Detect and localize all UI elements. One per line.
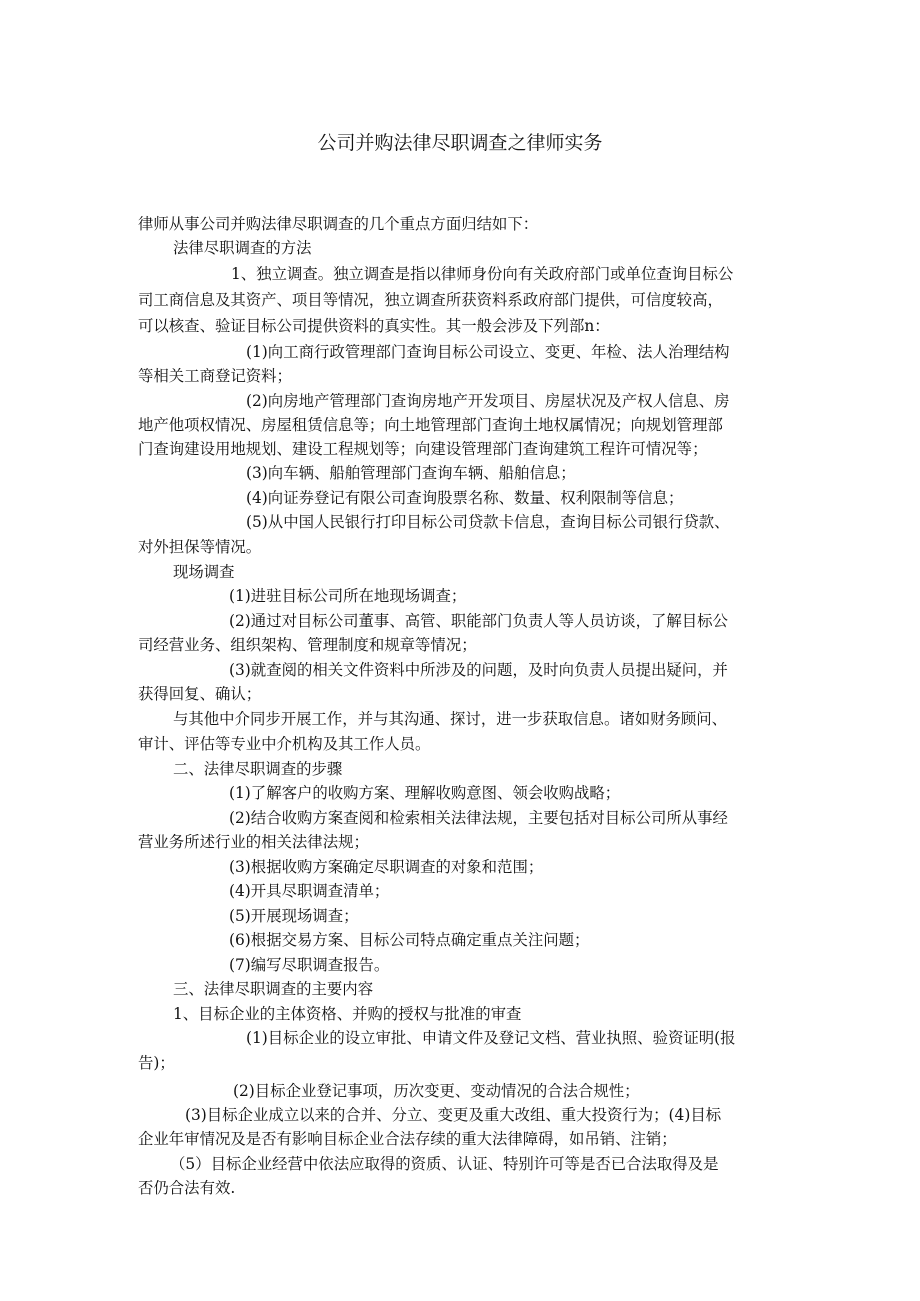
paragraph-line: (3)就查阅的相关文件资料中所涉及的问题，及时向负责人员提出疑问，并 — [229, 661, 728, 679]
paragraph-line: 法律尽职调查的方法 — [173, 239, 312, 257]
paragraph-line: (1)向工商行政管理部门查询目标公司设立、变更、年检、法人治理结构 — [246, 343, 730, 361]
paragraph-line: (1)目标企业的设立审批、申请文件及登记文档、营业执照、验资证明(报 — [246, 1029, 736, 1047]
paragraph-line: (6)根据交易方案、目标公司特点确定重点关注问题； — [229, 931, 590, 949]
paragraph-line: (2)结合收购方案查阅和检索相关法律法规，主要包括对目标公司所从事经 — [229, 809, 728, 827]
paragraph-line: 企业年审情况及是否有影响目标企业合法存续的重大法律障碍，如吊销、注销； — [138, 1130, 677, 1148]
paragraph-line: 营业务所述行业的相关法律法规； — [138, 833, 369, 851]
paragraph-line: 司经营业务、组织架构、管理制度和规章等情况； — [138, 636, 477, 654]
paragraph-line: 门查询建设用地规划、建设工程规划等；向建设管理部门查询建筑工程许可情况等； — [138, 440, 708, 458]
paragraph-line: 等相关工商登记资料； — [138, 367, 292, 385]
document-title: 公司并购法律尽职调查之律师实务 — [317, 132, 603, 154]
paragraph-line: (3)根据收购方案确定尽职调查的对象和范围； — [229, 858, 544, 876]
paragraph-line: 律师从事公司并购法律尽职调查的几个重点方面归结如下： — [138, 215, 539, 233]
paragraph-line: 与其他中介同步开展工作，并与其沟通、探讨，进一步获取信息。诸如财务顾问、 — [173, 710, 728, 728]
paragraph-line: (7)编写尽职调查报告。 — [229, 956, 390, 974]
paragraph-line: (3)向车辆、船舶管理部门查询车辆、船舶信息； — [246, 464, 576, 482]
paragraph-line: 审计、评估等专业中介机构及其工作人员。 — [138, 735, 431, 753]
paragraph-line: (3)目标企业成立以来的合并、分立、变更及重大改组、重大投资行为；(4)目标 — [185, 1106, 722, 1124]
paragraph-line: 司工商信息及其资产、项目等情况，独立调查所获资料系政府部门提供，可信度较高， — [138, 291, 723, 309]
paragraph-line: 1、独立调查。独立调查是指以律师身份向有关政府部门或单位查询目标公 — [231, 265, 734, 283]
paragraph-line: (4)向证券登记有限公司查询股票名称、数量、权利限制等信息； — [246, 489, 684, 507]
paragraph-line: （5）目标企业经营中依法应取得的资质、认证、特别许可等是否已合法取得及是 — [170, 1155, 719, 1173]
paragraph-line: (4)开具尽职调查清单； — [229, 882, 390, 900]
paragraph-line: (5)开展现场调查； — [229, 907, 359, 925]
paragraph-line: 可以核查、验证目标公司提供资料的真实性。其一般会涉及下列部n： — [138, 317, 610, 335]
paragraph-line: (5)从中国人民银行打印目标公司贷款卡信息，查询目标公司银行贷款、 — [246, 513, 730, 531]
paragraph-line: (2)目标企业登记事项，历次变更、变动情况的合法合规性； — [233, 1082, 640, 1100]
paragraph-line: 现场调查 — [173, 563, 235, 581]
section-heading: 二、法律尽职调查的步骤 — [173, 760, 343, 778]
paragraph-line: (1)进驻目标公司所在地现场调查； — [229, 587, 467, 605]
paragraph-line: 对外担保等情况。 — [138, 538, 262, 556]
paragraph-line: (2)向房地产管理部门查询房地产开发项目、房屋状况及产权人信息、房 — [246, 392, 730, 410]
paragraph-line: 获得回复、确认； — [138, 685, 262, 703]
paragraph-line: 地产他项权情况、房屋租赁信息等；向土地管理部门查询土地权属情况；向规划管理部 — [138, 416, 723, 434]
subsection-heading: 1、目标企业的主体资格、并购的授权与批准的审查 — [173, 1005, 522, 1023]
paragraph-line: 否仍合法有效. — [138, 1179, 236, 1197]
paragraph-line: 告)； — [138, 1054, 175, 1072]
paragraph-line: (2)通过对目标公司董事、高管、职能部门负责人等人员访谈，了解目标公 — [229, 612, 728, 630]
section-heading: 三、法律尽职调查的主要内容 — [173, 980, 374, 998]
paragraph-line: (1)了解客户的收购方案、理解收购意图、领会收购战略； — [229, 784, 621, 802]
